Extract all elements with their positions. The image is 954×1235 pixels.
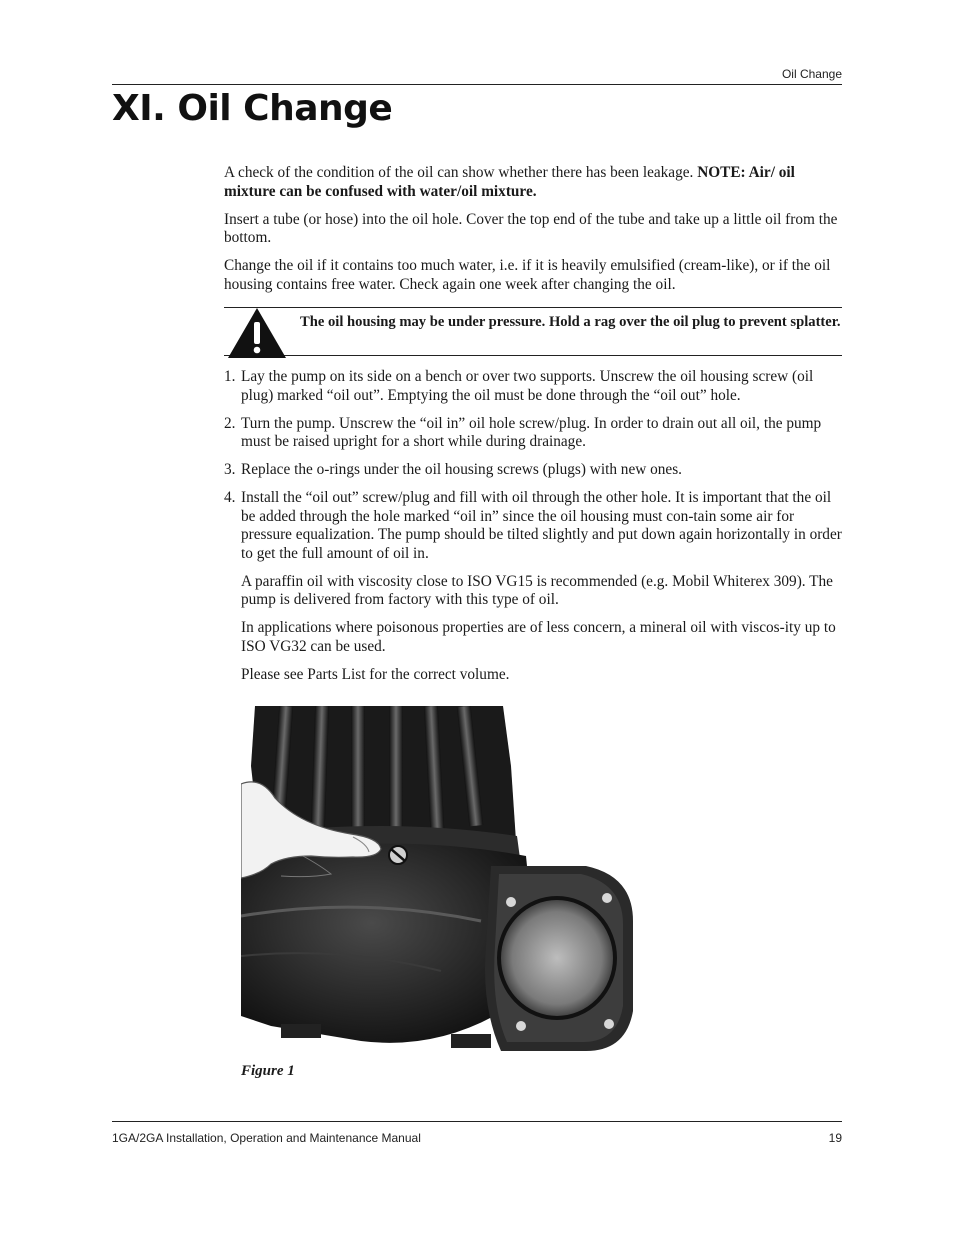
footer-rule xyxy=(112,1121,842,1122)
list-item xyxy=(224,461,842,480)
step-number: 3. xyxy=(224,461,236,478)
step-text: Replace the o-rings under the oil housing screws (plugs) with new ones. xyxy=(241,461,682,478)
parts-list-note: Please see Parts List for the correct volume. xyxy=(241,665,510,683)
intro-paragraph-1 xyxy=(224,164,842,201)
mineral-oil-note: In applications where poisonous properties are of less concern, a mineral oil with viscos-ity up to ISO VG32 can be used. xyxy=(241,619,836,655)
procedure-list xyxy=(224,368,842,563)
intro-note: NOTE: Air/ oil mixture can be confused with water/oil mixture. xyxy=(224,164,795,200)
list-item xyxy=(224,415,842,452)
intro-paragraph-3: Change the oil if it contains too much water, i.e. if it is heavily emulsified (cream-like), or if the oil housing contains free water. Check again one week after changing the oil. xyxy=(224,257,831,293)
warning-text: The oil housing may be under pressure. Hold a rag over the oil plug to prevent splatter. xyxy=(300,314,841,330)
warning-box xyxy=(224,307,842,356)
step-text: Lay the pump on its side on a bench or over two supports. Unscrew the oil housing screw (oil plug) marked “oil out”. Emptying the oil must be done through the “oil out” hole. xyxy=(241,368,814,404)
content-body xyxy=(224,164,842,694)
pump-photo xyxy=(241,706,633,1056)
list-item xyxy=(224,368,842,405)
step-text: Turn the pump. Unscrew the “oil in” oil hole screw/plug. In order to drain out all oil, the pump must be raised upright for a short while during drainage. xyxy=(241,414,822,450)
step-number: 4. xyxy=(224,489,236,506)
intro-text: A check of the condition of the oil can show whether there has been leakage. xyxy=(224,164,698,181)
warning-triangle-icon xyxy=(226,306,288,360)
page-number: 19 xyxy=(828,1131,842,1145)
running-header: Oil Change xyxy=(781,67,842,81)
figure-caption: Figure 1 xyxy=(241,1063,295,1079)
oil-recommendation: A paraffin oil with viscosity close to ISO VG15 is recommended (e.g. Mobil Whiterex 309). The pump is delivered from factory with this type of oil. xyxy=(241,572,833,608)
step-number: 2. xyxy=(224,414,236,432)
footer-manual-title: 1GA/2GA Installation, Operation and Maintenance Manual xyxy=(112,1131,421,1145)
step-number: 1. xyxy=(224,368,236,385)
header-rule xyxy=(112,84,842,85)
intro-paragraph-2: Insert a tube (or hose) into the oil hole. Cover the top end of the tube and take up a little oil from the bottom. xyxy=(224,210,838,246)
page-title: XI. Oil Change xyxy=(112,88,393,129)
list-item xyxy=(224,489,842,563)
step-text: Install the “oil out” screw/plug and fill with oil through the other hole. It is important that the oil be added through the hole marked “oil in” since the oil housing must con-tain some air for pressure equalization. The pump should be tilted slightly and put down again horizontally in order to get the full amount of oil in. xyxy=(241,489,842,562)
